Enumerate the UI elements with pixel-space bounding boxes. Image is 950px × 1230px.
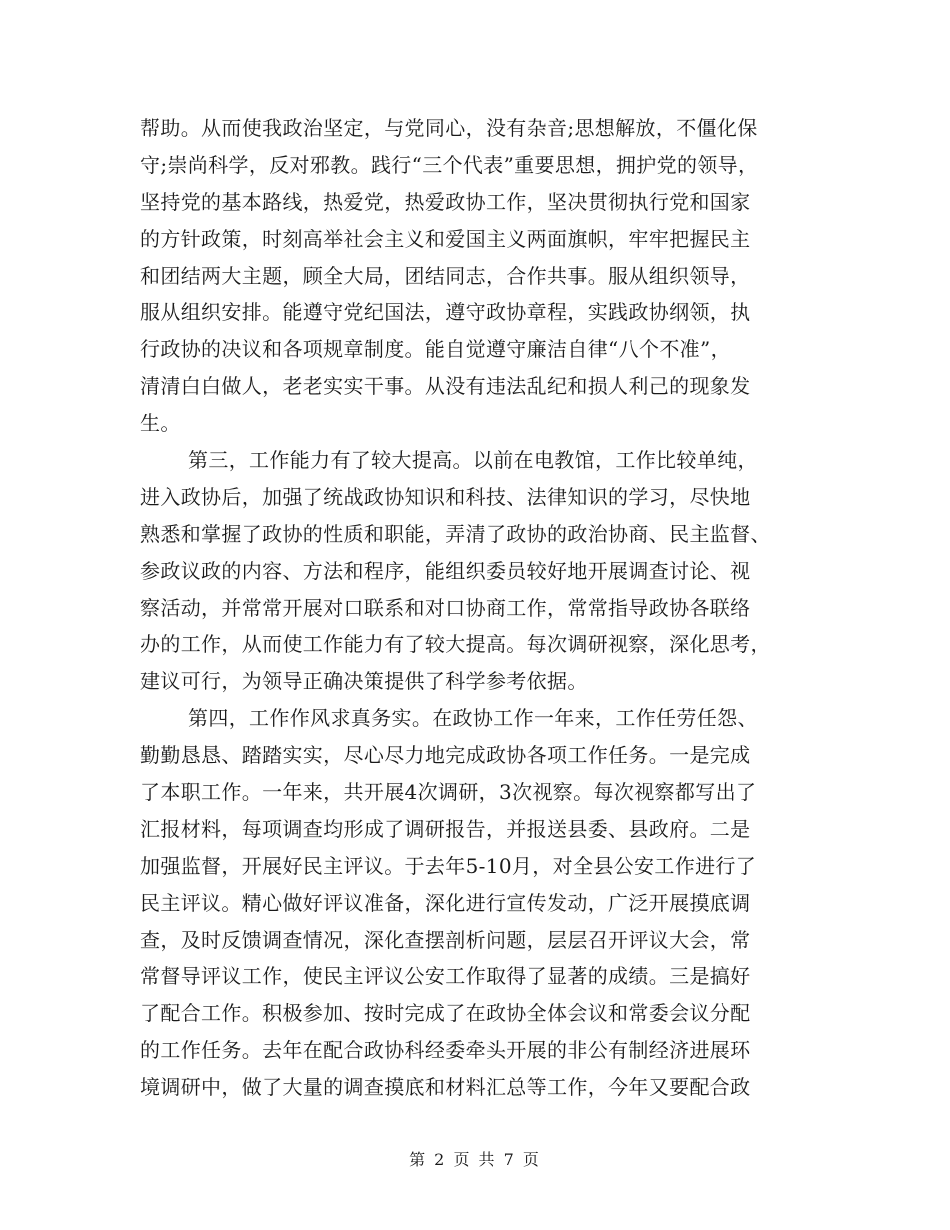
text-line: 帮助。从而使我政治坚定，与党同心，没有杂音;思想解放，不僵化保 xyxy=(140,116,758,140)
text-line: 汇报材料，每项调查均形成了调研报告，并报送县委、县政府。二是 xyxy=(140,816,751,841)
text-line: 查，及时反馈调查情况，深化查摆剖析问题，层层召开评议大会，常 xyxy=(140,927,751,952)
text-line: 第四，工作作风求真务实。在政协工作一年来，工作任劳任怨、 xyxy=(188,706,758,731)
text-line: 服从组织安排。能遵守党纪国法，遵守政协章程，实践政协纲领，执 xyxy=(140,300,751,325)
text-line: 民主评议。精心做好评议准备，深化进行宣传发动，广泛开展摸底调 xyxy=(140,890,751,915)
text-line: 的方针政策，时刻高举社会主义和爱国主义两面旗帜，牢牢把握民主 xyxy=(140,226,751,251)
text-line: 建议可行，为领导正确决策提供了科学参考依据。 xyxy=(140,669,588,694)
text-line: 生。 xyxy=(140,411,181,436)
text-line: 第三，工作能力有了较大提高。以前在电教馆，工作比较单纯， xyxy=(188,448,758,473)
text-line: 察活动，并常常开展对口联系和对口协商工作，常常指导政协各联络 xyxy=(140,595,751,620)
text-line: 加强监督，开展好民主评议。于去年5-10月，对全县公安工作进行了 xyxy=(140,853,757,878)
text-line: 进入政协后，加强了统战政协知识和科技、法律知识的学习，尽快地 xyxy=(140,484,751,509)
text-line: 常督导评议工作，使民主评议公安工作取得了显著的成绩。三是搞好 xyxy=(140,964,751,989)
body-text xyxy=(140,110,820,1106)
text-line: 行政协的决议和各项规章制度。能自觉遵守廉洁自律“八个不准”， xyxy=(140,337,731,362)
text-line: 清清白白做人，老老实实干事。从没有违法乱纪和损人利己的现象发 xyxy=(140,374,751,399)
text-line: 了配合工作。积极参加、按时完成了在政协全体会议和常委会议分配 xyxy=(140,1001,751,1026)
text-line: 熟悉和掌握了政协的性质和职能，弄清了政协的政治协商、民主监督、 xyxy=(140,521,771,546)
text-line: 境调研中，做了大量的调查摸底和材料汇总等工作，今年又要配合政 xyxy=(140,1075,751,1100)
text-line: 办的工作，从而使工作能力有了较大提高。每次调研视察，深化思考， xyxy=(140,632,771,657)
text-line: 了本职工作。一年来，共开展4次调研，3次视察。每次视察都写出了 xyxy=(140,780,757,805)
page-footer: 第 2 页 共 7 页 xyxy=(409,1150,541,1169)
text-line: 参政议政的内容、方法和程序，能组织委员较好地开展调查讨论、视 xyxy=(140,558,751,583)
text-line: 的工作任务。去年在配合政协科经委牵头开展的非公有制经济进展环 xyxy=(140,1038,751,1063)
text-line: 坚持党的基本路线，热爱党，热爱政协工作，坚决贯彻执行党和国家 xyxy=(140,189,751,214)
text-line: 守;崇尚科学，反对邪教。践行“三个代表”重要思想，拥护党的领导， xyxy=(140,152,759,177)
text-line: 和团结两大主题，顾全大局，团结同志，合作共事。服从组织领导， xyxy=(140,263,751,288)
text-line: 勤勤恳恳、踏踏实实，尽心尽力地完成政协各项工作任务。一是完成 xyxy=(140,743,751,768)
